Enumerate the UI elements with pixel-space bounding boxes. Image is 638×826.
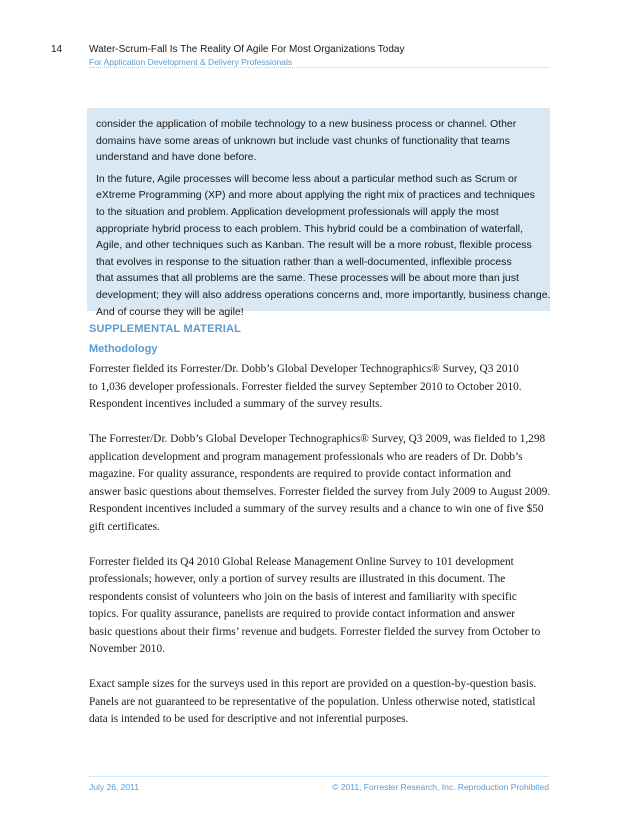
methodology-paragraph-3 — [89, 554, 559, 659]
callout-line: that assumes that all problems are the same. These processes will be about more than just — [96, 272, 519, 285]
callout-line: appropriate hybrid process to each problem. This hybrid could be a combination of waterfall, — [96, 222, 524, 235]
callout-line: eXtreme Programming (XP) and more about applying the right mix of practices and techniques — [96, 189, 535, 202]
body-line: The Forrester/Dr. Dobb’s Global Developer Technographics® Survey, Q3 2009, was fielded to 1,298 — [89, 433, 546, 445]
body-line: basic questions about their firms’ revenue and budgets. Forrester fielded the survey from October to — [89, 625, 541, 638]
body-line: respondents consist of volunteers who join on the basis of interest and familiarity with specific — [89, 590, 517, 603]
callout-line: And of course they will be agile! — [96, 305, 244, 318]
body-line: answer basic questions about themselves. Forrester fielded the survey from July 2009 to August 2009. — [89, 485, 551, 498]
callout-line: development; they will also address operations concerns and, more importantly, business change. — [96, 288, 551, 301]
body-line: Respondent incentives included a summary of the survey results. — [89, 398, 383, 410]
footer-date: July 26, 2011 — [89, 782, 139, 792]
callout-paragraph-1 — [96, 116, 540, 166]
callout-line: In the future, Agile processes will become less about a particular method such as Scrum or — [96, 172, 518, 185]
callout-line: understand and have done before. — [96, 151, 257, 164]
methodology-body — [89, 361, 559, 746]
callout-box — [87, 108, 551, 318]
body-line: professionals; however, only a portion of survey results are illustrated in this document. The — [89, 573, 506, 585]
body-line: gift certificates. — [89, 520, 160, 533]
callout-paragraph-2 — [96, 171, 551, 320]
body-line: to 1,036 developer professionals. Forrester fielded the survey September 2010 to October 2010. — [89, 380, 522, 393]
body-line: Respondent incentives included a summary of the survey results and a chance to win one of five $50 — [89, 503, 544, 515]
body-line: Forrester fielded its Q4 2010 Global Release Management Online Survey to 101 development — [89, 555, 514, 568]
document-title: Water-Scrum-Fall Is The Reality Of Agile For Most Organizations Today — [89, 44, 405, 55]
header-divider — [89, 67, 549, 68]
callout-line: to the situation and problem. Application development professionals will apply the most — [96, 205, 499, 218]
body-line: magazine. For quality assurance, respondents are required to provide contact information and — [89, 468, 511, 480]
body-line: application development and program management professionals who are readers of Dr. Dobb’s — [89, 450, 523, 463]
body-line: Exact sample sizes for the surveys used in this report are provided on a question-by-question basis. — [89, 678, 537, 690]
page-header — [0, 0, 638, 68]
callout-line: Agile, and other techniques such as Kanban. The result will be a more robust, flexible process — [96, 239, 532, 252]
section-heading: SUPPLEMENTAL MATERIAL — [89, 323, 242, 335]
footer-copyright: © 2011, Forrester Research, Inc. Reproduction Prohibited — [332, 782, 549, 792]
methodology-paragraph-4 — [89, 676, 559, 729]
methodology-paragraph-1 — [89, 361, 559, 414]
body-line: data is intended to be used for descriptive and not inferential purposes. — [89, 713, 409, 725]
callout-line: consider the application of mobile technology to a new business process or channel. Other — [96, 118, 517, 130]
footer-divider — [89, 776, 549, 777]
methodology-paragraph-2 — [89, 431, 559, 536]
callout-line: domains have some areas of unknown but include vast chunks of functionality that teams — [96, 134, 510, 147]
callout-line: that evolves in response to the situation rather than a well-documented, inflexible process — [96, 255, 512, 268]
methodology-heading: Methodology — [89, 343, 158, 355]
page-number: 14 — [51, 44, 63, 55]
body-line: November 2010. — [89, 643, 165, 655]
body-line: Panels are not guaranteed to be representative of the population. Unless otherwise noted, statistical — [89, 695, 536, 708]
body-line: topics. For quality assurance, panelists are required to provide contact information and answer — [89, 608, 516, 620]
document-subtitle: For Application Development & Delivery Professionals — [89, 57, 293, 67]
body-line: Forrester fielded its Forrester/Dr. Dobb’s Global Developer Technographics® Survey, Q3 2010 — [89, 363, 519, 375]
